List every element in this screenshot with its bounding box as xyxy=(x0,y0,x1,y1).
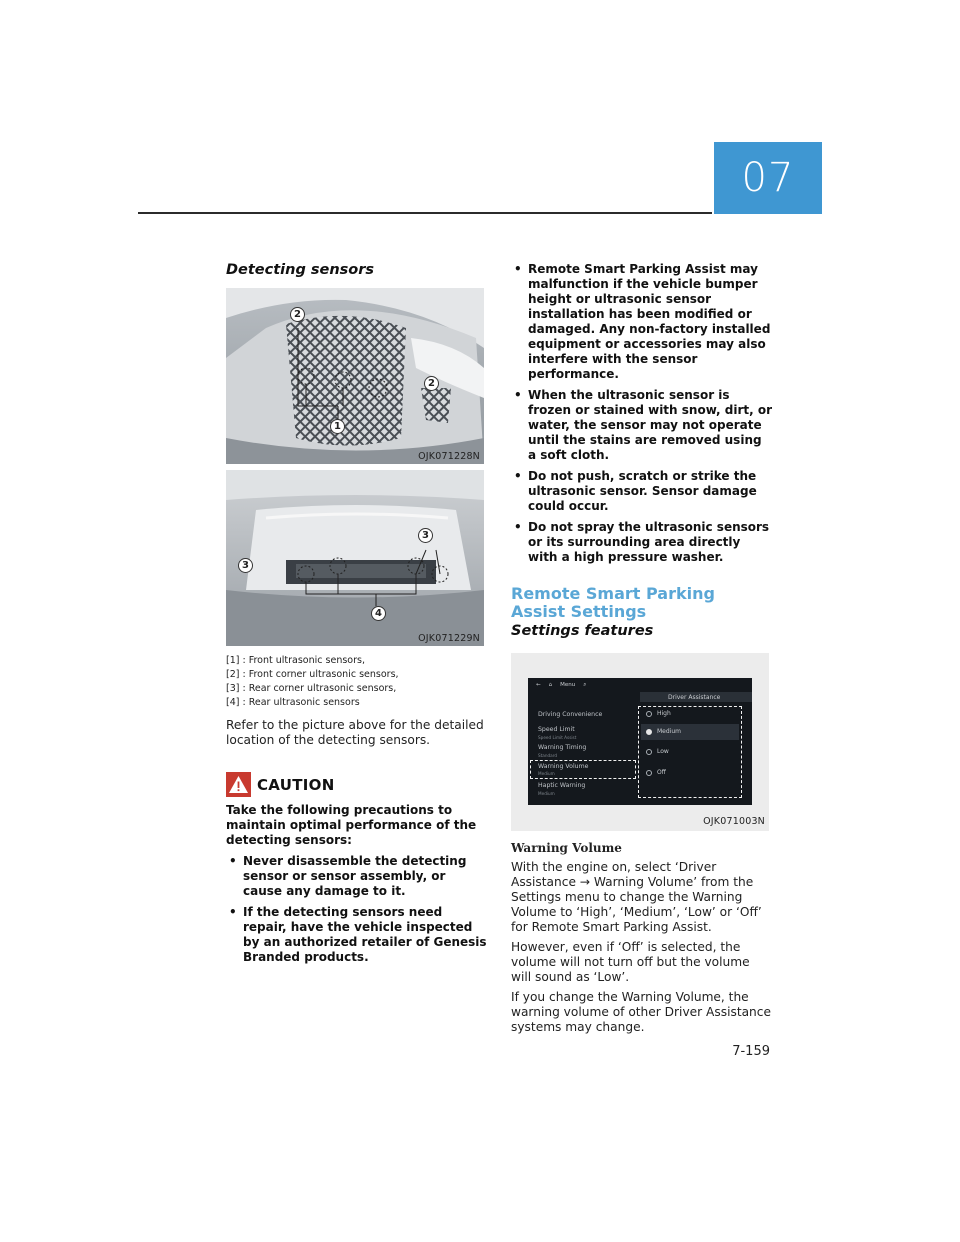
menu-item: Warning Volume xyxy=(538,763,589,770)
menu-item-sub: Medium xyxy=(538,791,555,796)
option-high[interactable]: High xyxy=(646,710,671,717)
caution-list xyxy=(226,854,488,965)
figure-code: OJK071003N xyxy=(703,816,765,827)
caution-item: • If the detecting sensors need repair, have the vehicle inspected by an authorized retailer of Genesis Branded products. xyxy=(226,905,488,965)
marker-2-left: 2 xyxy=(290,307,305,322)
front-sensor-figure xyxy=(226,288,484,464)
right-column xyxy=(511,262,773,1035)
home-icon: ⌂ xyxy=(548,682,553,688)
legend-line: [2] : Front corner ultrasonic sensors, xyxy=(226,669,399,680)
menu-item: Haptic Warning xyxy=(538,782,586,789)
legend-line: [3] : Rear corner ultrasonic sensors, xyxy=(226,683,397,694)
menu-item: Warning Timing xyxy=(538,744,587,751)
warning-item: • Remote Smart Parking Assist may malfunction if the vehicle bumper height or ultrasonic sensor installation has been modified or damaged. Any non-factory installed equipment or accessories may also interfere with the sensor performance. xyxy=(511,262,773,382)
radio-icon xyxy=(646,711,652,717)
warning-volume-title: Warning Volume xyxy=(511,841,622,855)
warning-item: • When the ultrasonic sensor is frozen or stained with snow, dirt, or water, the sensor may not operate until the stains are removed using a soft cloth. xyxy=(511,388,773,463)
menu-item-sub: Standard xyxy=(538,753,558,758)
menu-item: Driving Convenience xyxy=(538,711,603,718)
chapter-tab: 07 xyxy=(714,142,822,214)
caution-item: • Never disassemble the detecting sensor or sensor assembly, or cause any damage to it. xyxy=(226,854,488,899)
section-title: Remote Smart Parking Assist Settings xyxy=(511,584,715,621)
left-column xyxy=(226,262,488,971)
marker-4: 4 xyxy=(371,606,386,621)
marker-1: 1 xyxy=(330,419,345,434)
radio-icon xyxy=(646,770,652,776)
header-rule xyxy=(138,212,712,214)
settings-features-heading: Settings features xyxy=(511,623,654,639)
figure-legend xyxy=(226,654,488,710)
marker-2-right: 2 xyxy=(424,376,439,391)
refer-paragraph: Refer to the picture above for the detailed location of the detecting sensors. xyxy=(226,718,484,747)
figure-code: OJK071228N xyxy=(418,451,480,462)
screen-top-bar xyxy=(528,678,752,692)
marker-3-left: 3 xyxy=(238,558,253,573)
menu-item-sub: Speed Limit Assist xyxy=(538,735,577,740)
option-low[interactable]: Low xyxy=(646,748,669,755)
menu-item-sub: Medium xyxy=(538,771,555,776)
paragraph: With the engine on, select ‘Driver Assistance → Warning Volume’ from the Settings menu to change the Warning Volume to ‘High’, ‘Medium’, ‘Low’ or ‘Off’ for Remote Smart Parking Assist. xyxy=(511,860,762,934)
settings-screen xyxy=(528,678,752,805)
caution-intro: Take the following precautions to maintain optimal performance of the detecting sensors: xyxy=(226,803,477,847)
paragraph: However, even if ‘Off’ is selected, the volume will not turn off but the volume will sound as ‘Low’. xyxy=(511,940,750,984)
page-number: 7-159 xyxy=(732,1044,770,1059)
back-arrow-icon: ← xyxy=(536,682,541,688)
detecting-sensors-heading: Detecting sensors xyxy=(226,262,375,278)
rear-sensor-figure xyxy=(226,470,484,646)
radio-icon xyxy=(646,749,652,755)
settings-screen-figure xyxy=(511,653,769,831)
warning-item: • Do not push, scratch or strike the ultrasonic sensor. Sensor damage could occur. xyxy=(511,469,773,514)
marker-3-right: 3 xyxy=(418,528,433,543)
menu-label: Menu xyxy=(560,682,576,688)
warning-item: • Do not spray the ultrasonic sensors or its surrounding area directly with a high pressure washer. xyxy=(511,520,773,565)
warning-triangle-icon xyxy=(226,772,251,797)
rear-car-illustration xyxy=(226,470,484,646)
caution-title: CAUTION xyxy=(257,775,335,794)
radio-selected-icon xyxy=(646,729,652,735)
option-medium[interactable]: Medium xyxy=(646,728,681,735)
menu-item: Speed Limit xyxy=(538,726,575,733)
panel-title: Driver Assistance xyxy=(668,693,721,701)
warning-list xyxy=(511,262,773,565)
figure-code: OJK071229N xyxy=(418,633,480,644)
paragraph: If you change the Warning Volume, the warning volume of other Driver Assistance systems may change. xyxy=(511,990,771,1034)
legend-line: [4] : Rear ultrasonic sensors xyxy=(226,697,360,708)
option-off[interactable]: Off xyxy=(646,769,666,776)
front-car-illustration xyxy=(226,288,484,464)
legend-line: [1] : Front ultrasonic sensors, xyxy=(226,655,365,666)
search-icon: ⌕ xyxy=(583,681,587,688)
caution-header xyxy=(226,772,488,797)
